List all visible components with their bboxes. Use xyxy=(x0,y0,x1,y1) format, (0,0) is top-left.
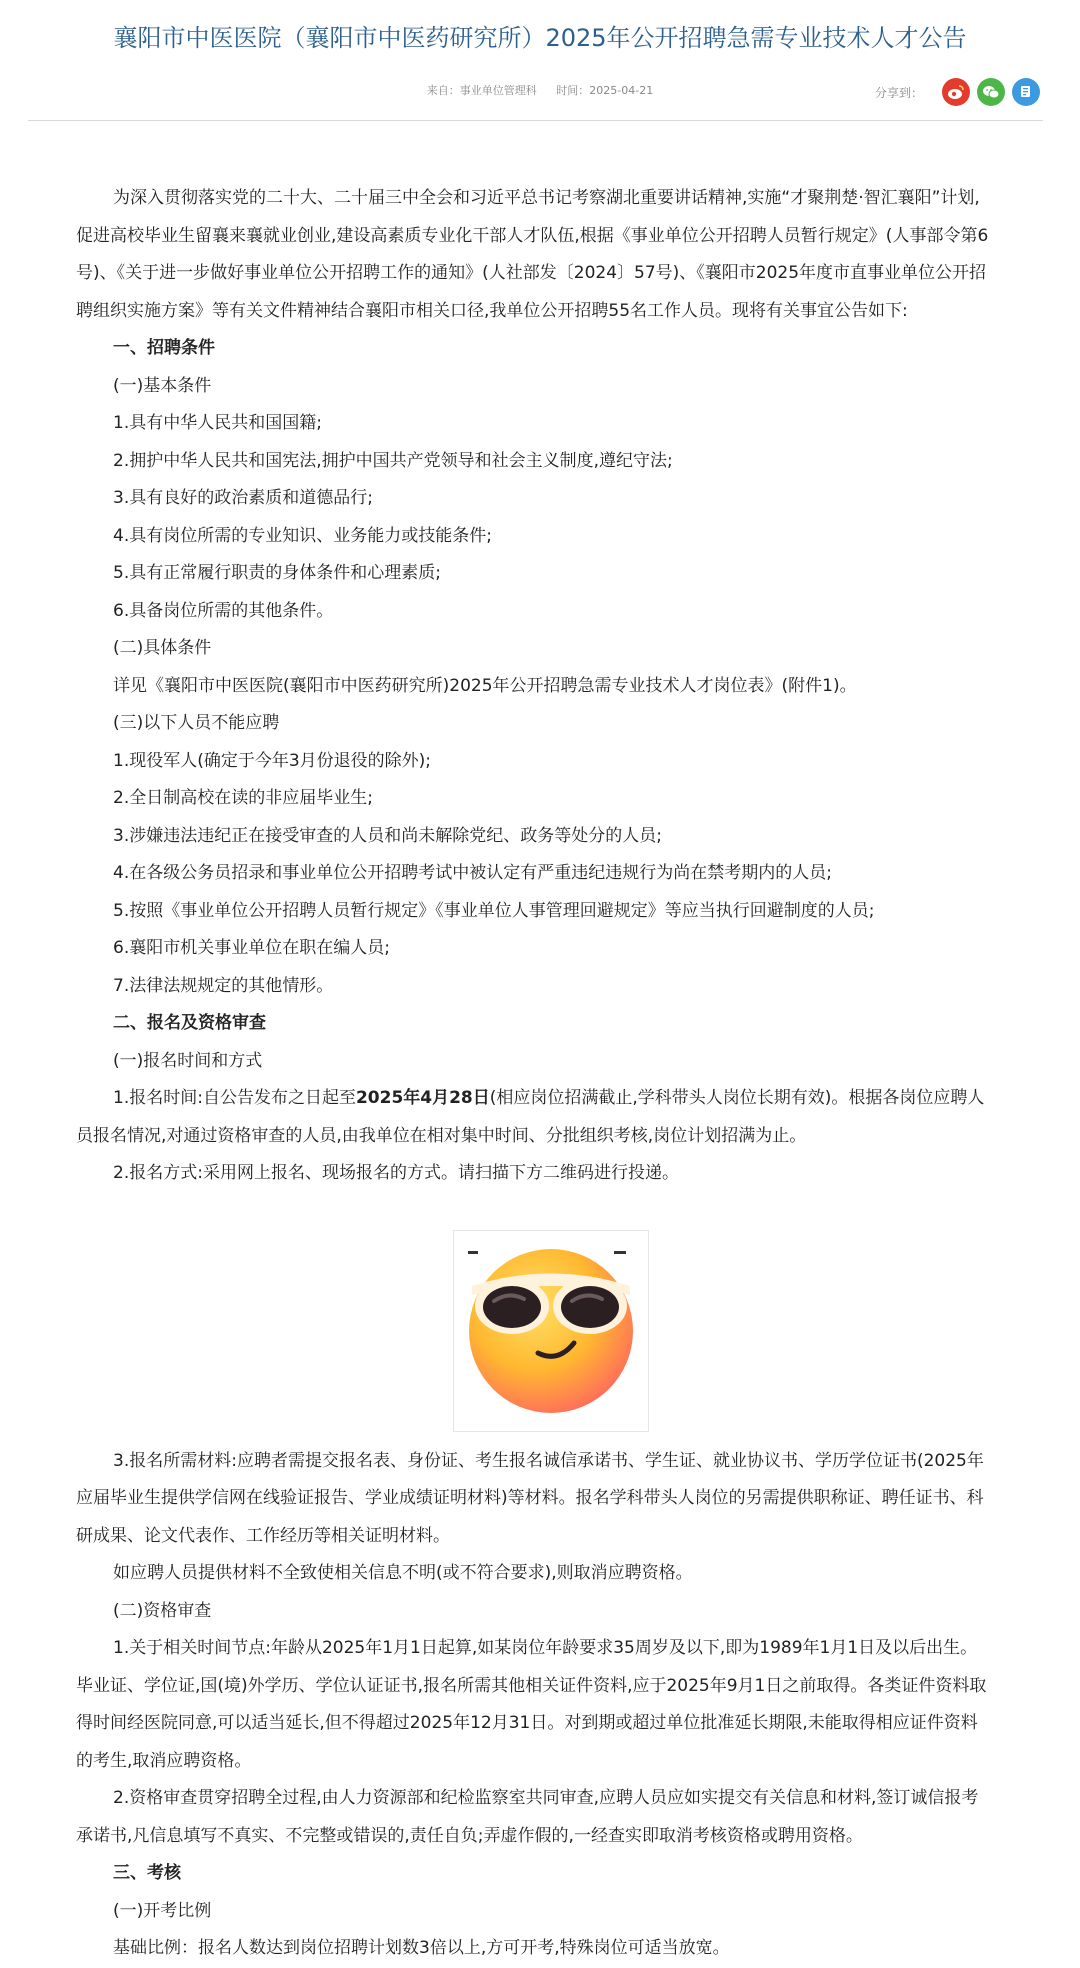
time-value: 2025-04-21 xyxy=(589,84,654,97)
paragraph xyxy=(76,1080,992,1155)
intro-paragraph: 为深入贯彻落实党的二十大、二十届三中全会和习近平总书记考察湖北重要讲话精神,实施“才聚荆楚·智汇襄阳”计划,促进高校毕业生留襄来襄就业创业,建设高素质专业化干部人才队伍,根据《事业单位公开招聘人员暂行规定》(人事部令第6号)、《关于进一步做好事业单位公开招聘工作的通知》(人社部发〔2024〕57号)、《襄阳市2025年度市直事业单位公开招聘组织实施方案》等有关文件精神结合襄阳市相关口径,我单位公开招聘55名工作人员。现将有关事宜公告如下: xyxy=(76,188,989,321)
article-body xyxy=(76,180,992,1968)
deadline-date: 2025年4月28日 xyxy=(355,1088,490,1108)
subsection-heading: (三)以下人员不能应聘 xyxy=(113,713,280,733)
qr-code-image xyxy=(453,1230,649,1432)
weibo-icon[interactable] xyxy=(942,78,970,106)
list-item: 7.法律法规规定的其他情形。 xyxy=(113,975,334,996)
list-item: 5.具有正常履行职责的身体条件和心理素质; xyxy=(113,563,441,583)
list-item: 2.拥护中华人民共和国宪法,拥护中国共产党领导和社会主义制度,遵纪守法; xyxy=(113,450,673,471)
subsection-heading: (一)开考比例 xyxy=(113,1900,212,1921)
list-item: 3.涉嫌违法违纪正在接受审查的人员和尚未解除党纪、政务等处分的人员; xyxy=(113,825,662,846)
paragraph: 2.资格审查贯穿招聘全过程,由人力资源部和纪检监察室共同审查,应聘人员应如实提交有关信息和材料,签订诚信报考承诺书,凡信息填写不真实、不完整或错误的,责任自负;弄虚作假的,一经查实即取消考核资格或聘用资格。 xyxy=(76,1788,979,1846)
subsection-heading: (二)资格审查 xyxy=(113,1600,212,1621)
list-item: 6.襄阳市机关事业单位在职在编人员; xyxy=(113,938,390,958)
list-item: 2.全日制高校在读的非应届毕业生; xyxy=(113,788,373,808)
paragraph: 详见《襄阳市中医医院(襄阳市中医药研究所)2025年公开招聘急需专业技术人才岗位表》(附件1)。 xyxy=(113,675,857,696)
list-item: 1.现役军人(确定于今年3月份退役的除外); xyxy=(113,750,432,771)
time-meta xyxy=(556,84,653,97)
source-value: 事业单位管理科 xyxy=(459,84,537,97)
section-heading: 三、考核 xyxy=(113,1863,181,1883)
section-heading: 二、报名及资格审查 xyxy=(113,1013,266,1033)
wechat-icon[interactable] xyxy=(977,78,1005,106)
page-title: 襄阳市中医医院（襄阳市中医药研究所）2025年公开招聘急需专业技术人才公告 xyxy=(113,24,967,52)
section-heading: 一、招聘条件 xyxy=(113,338,215,358)
text-run: 1.报名时间:自公告发布之日起至 xyxy=(113,1088,356,1108)
share-bar xyxy=(875,78,1040,106)
list-item: 1.具有中华人民共和国国籍; xyxy=(113,413,322,433)
source-label: 来自： xyxy=(426,84,460,97)
list-item: 5.按照《事业单位公开招聘人员暂行规定》《事业单位人事管理回避规定》等应当执行回避制度的人员; xyxy=(113,900,875,921)
list-item: 4.具有岗位所需的专业知识、业务能力或技能条件; xyxy=(113,525,492,546)
time-label: 时间： xyxy=(556,84,590,97)
sunglasses-emoji-icon xyxy=(454,1231,648,1431)
header-divider xyxy=(28,120,1043,121)
list-item: 6.具备岗位所需的其他条件。 xyxy=(113,600,334,621)
paragraph: 3.报名所需材料:应聘者需提交报名表、身份证、考生报名诚信承诺书、学生证、就业协议书、学历学位证书(2025年应届毕业生提供学信网在线验证报告、学业成绩证明材料)等材料。报名学科带头人岗位的另需提供职称证、聘任证书、科研成果、论文代表作、工作经历等相关证明材料。 xyxy=(76,1450,984,1546)
list-item: 4.在各级公务员招录和事业单位公开招聘考试中被认定有严重违纪违规行为尚在禁考期内的人员; xyxy=(113,863,832,883)
subsection-heading: (一)基本条件 xyxy=(113,375,212,396)
paragraph: 1.关于相关时间节点:年龄从2025年1月1日起算,如某岗位年龄要求35周岁及以下,即为1989年1月1日及以后出生。毕业证、学位证,国(境)外学历、学位认证证书,报名所需其他相关证件资料,应于2025年9月1日之前取得。各类证件资料取得时间经医院同意,可以适当延长,但不得超过2025年12月31日。对到期或超过单位批准延长期限,未能取得相应证件资料的考生,取消应聘资格。 xyxy=(76,1638,987,1771)
list-item: 3.具有良好的政治素质和道德品行; xyxy=(113,488,373,508)
share-label: 分享到： xyxy=(874,85,923,100)
source-meta xyxy=(427,84,537,97)
subsection-heading: (一)报名时间和方式 xyxy=(113,1050,263,1071)
text-run: (相应岗位招满截止,学科带头人岗位长期有效)。根据各岗位应聘人员报名情况,对通过资格审查的人员,由我单位在相对集中时间、分批组织考核,岗位计划招满为止。 xyxy=(76,1088,985,1146)
qzone-icon[interactable] xyxy=(1012,78,1040,106)
paragraph: 2.报名方式:采用网上报名、现场报名的方式。请扫描下方二维码进行投递。 xyxy=(113,1163,679,1183)
subsection-heading: (二)具体条件 xyxy=(113,638,212,658)
paragraph: 基础比例：报名人数达到岗位招聘计划数3倍以上,方可开考,特殊岗位可适当放宽。 xyxy=(113,1938,730,1958)
paragraph: 如应聘人员提供材料不全致使相关信息不明(或不符合要求),则取消应聘资格。 xyxy=(113,1563,693,1583)
